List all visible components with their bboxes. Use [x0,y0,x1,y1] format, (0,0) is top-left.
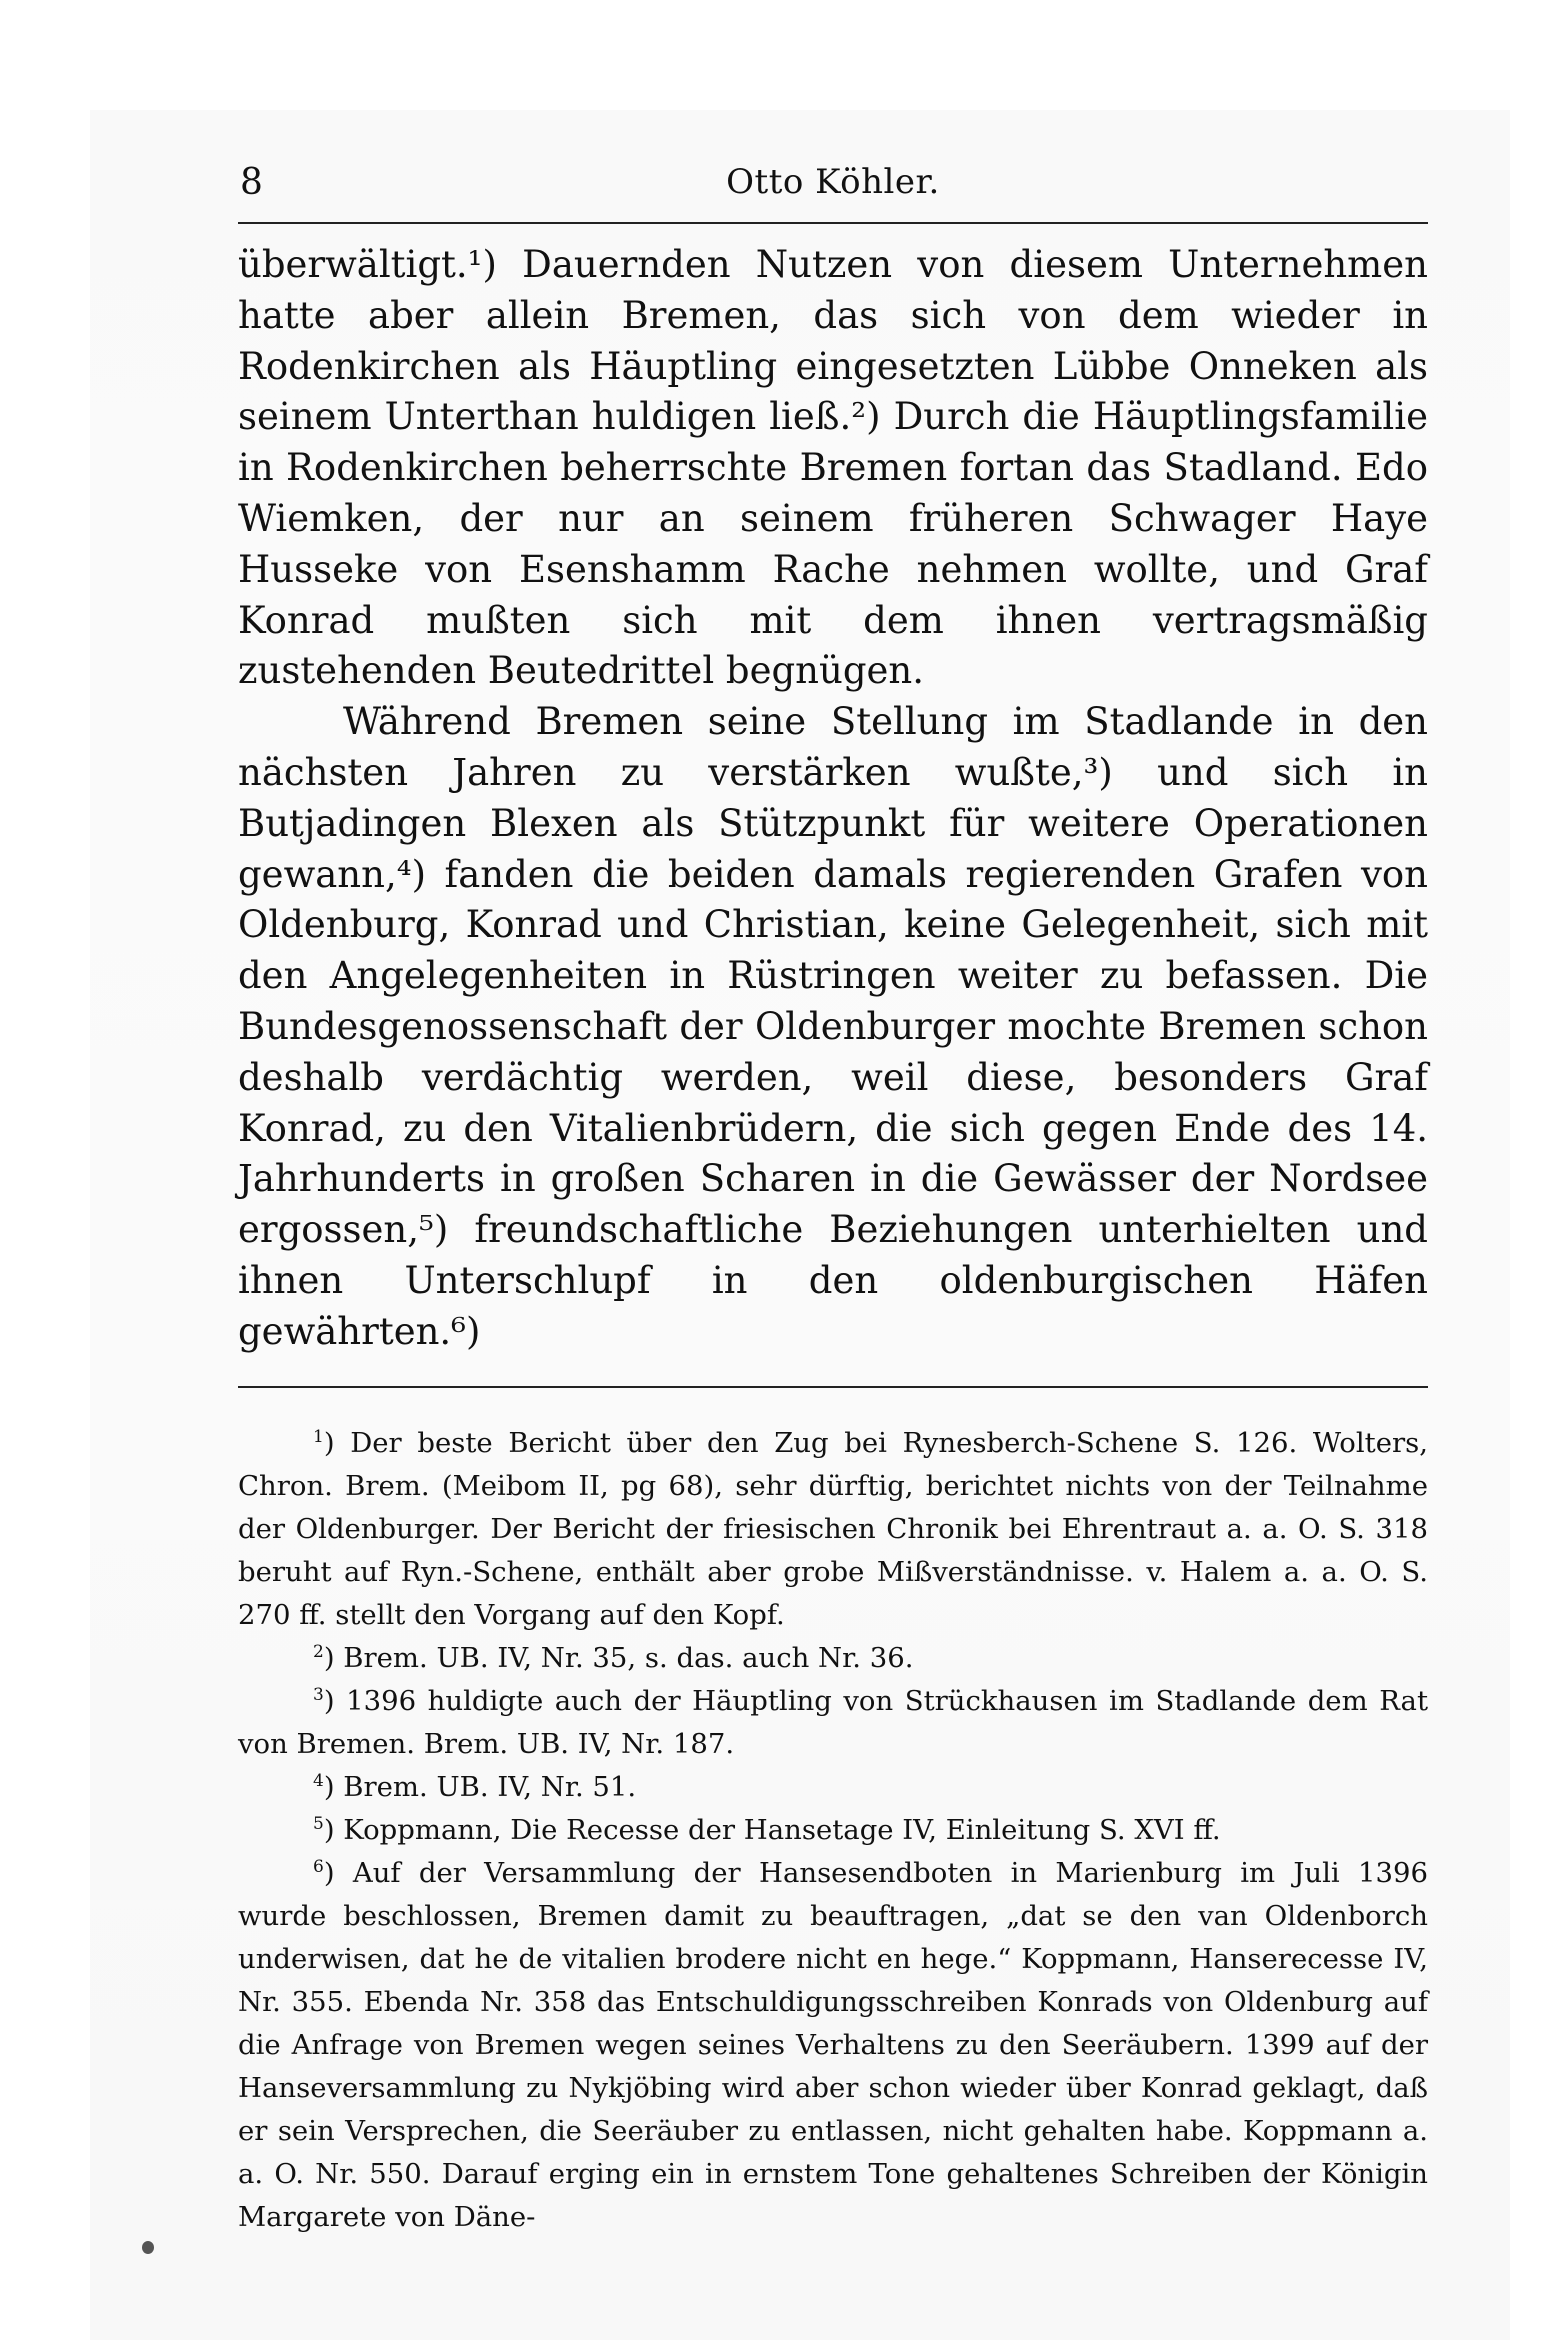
footnote-6 [238,1852,1428,2239]
footnote-number: 3 [313,1684,324,1705]
paragraph-1: überwältigt.¹) Dauernden Nutzen von diesem Unternehmen hatte aber allein Bremen, das sich von dem wieder in Rodenkirchen als Häuptling eingesetzten Lübbe Onneken als seinem Unterthan huldigen ließ.²) Durch die Häuptlingsfamilie in Rodenkirchen beherrschte Bremen fortan das Stadland. Edo Wiemken, der nur an seinem früheren Schwager Haye Husseke von Esenshamm Rache nehmen wollte, und Graf Konrad mußten sich mit dem ihnen vertragsmäßig zustehenden Beutedrittel begnügen. [238,243,1428,693]
footnote-text: ) 1396 huldigte auch der Häuptling von Strückhausen im Stadlande dem Rat von Bremen. Brem. UB. IV, Nr. 187. [238,1684,1428,1760]
paragraph-2: Während Bremen seine Stellung im Stadlande in den nächsten Jahren zu verstärken wußte,³) und sich in Butjadingen Blexen als Stützpunkt für weitere Operationen gewann,⁴) fanden die beiden damals regierenden Grafen von Oldenburg, Konrad und Christian, keine Gelegenheit, sich mit den Angelegenheiten in Rüstringen weiter zu befassen. Die Bundesgenossenschaft der Oldenburger mochte Bremen schon deshalb verdächtig werden, weil diese, besonders Graf Konrad, zu den Vitalienbrüdern, die sich gegen Ende des 14. Jahrhunderts in großen Scharen in die Gewässer der Nordsee ergossen,⁵) freundschaftliche Beziehungen unterhielten und ihnen Unterschlupf in den oldenburgischen Häfen gewährten.⁶) [238,700,1428,1353]
footnote-number: 5 [313,1813,324,1834]
footnote-divider [238,1386,1428,1388]
margin-ink-dot [142,2241,154,2254]
footnote-text: ) Brem. UB. IV, Nr. 51. [323,1770,637,1803]
footnote-2 [238,1637,1428,1680]
footnote-number: 2 [313,1641,324,1662]
footnote-1 [238,1422,1428,1637]
footnote-text: ) Koppmann, Die Recesse der Hansetage IV, Einleitung S. XVI ff. [323,1813,1221,1846]
footnote-text: ) Der beste Bericht über den Zug bei Rynesberch-Schene S. 126. Wolters, Chron. Brem. (Meibom II, pg 68), sehr dürftig, berichtet nichts von der Teilnahme der Oldenburger. Der Bericht der friesischen Chronik bei Ehrentraut a. a. O. S. 318 beruht auf Ryn.-Schene, enthält aber grobe Mißverständnisse. v. Halem a. a. O. S. 270 ff. stellt den Vorgang auf den Kopf. [238,1426,1428,1631]
book-page [238,150,1428,2239]
footnote-text: ) Auf der Versammlung der Hansesendboten in Marienburg im Juli 1396 wurde beschlossen, Bremen damit zu beauftragen, „dat se den van Oldenborch underwisen, dat he de vitalien brodere nicht en hege.“ Koppmann, Hanserecesse IV, Nr. 355. Ebenda Nr. 358 das Entschuldigungsschreiben Konrads von Oldenburg auf die Anfrage von Bremen wegen seines Verhaltens zu den Seeräubern. 1399 auf der Hanseversammlung zu Nykjöbing wird aber schon wieder über Konrad geklagt, daß er sein Versprechen, die Seeräuber zu entlassen, nicht gehalten habe. Koppmann a. a. O. Nr. 550. Darauf erging ein in ernstem Tone gehaltenes Schreiben der Königin Margarete von Däne- [238,1856,1428,2233]
footnote-3 [238,1680,1428,1766]
page-number: 8 [240,162,263,203]
running-head: Otto Köhler. [726,162,940,202]
footnote-5 [238,1809,1428,1852]
footnote-number: 4 [313,1770,324,1791]
page-header [238,150,1428,224]
footnotes [238,1422,1428,2239]
footnote-4 [238,1766,1428,1809]
footnote-text: ) Brem. UB. IV, Nr. 35, s. das. auch Nr. 36. [323,1641,914,1674]
footnote-number: 1 [313,1426,324,1447]
body-text [238,240,1428,1358]
footnote-number: 6 [313,1856,324,1877]
